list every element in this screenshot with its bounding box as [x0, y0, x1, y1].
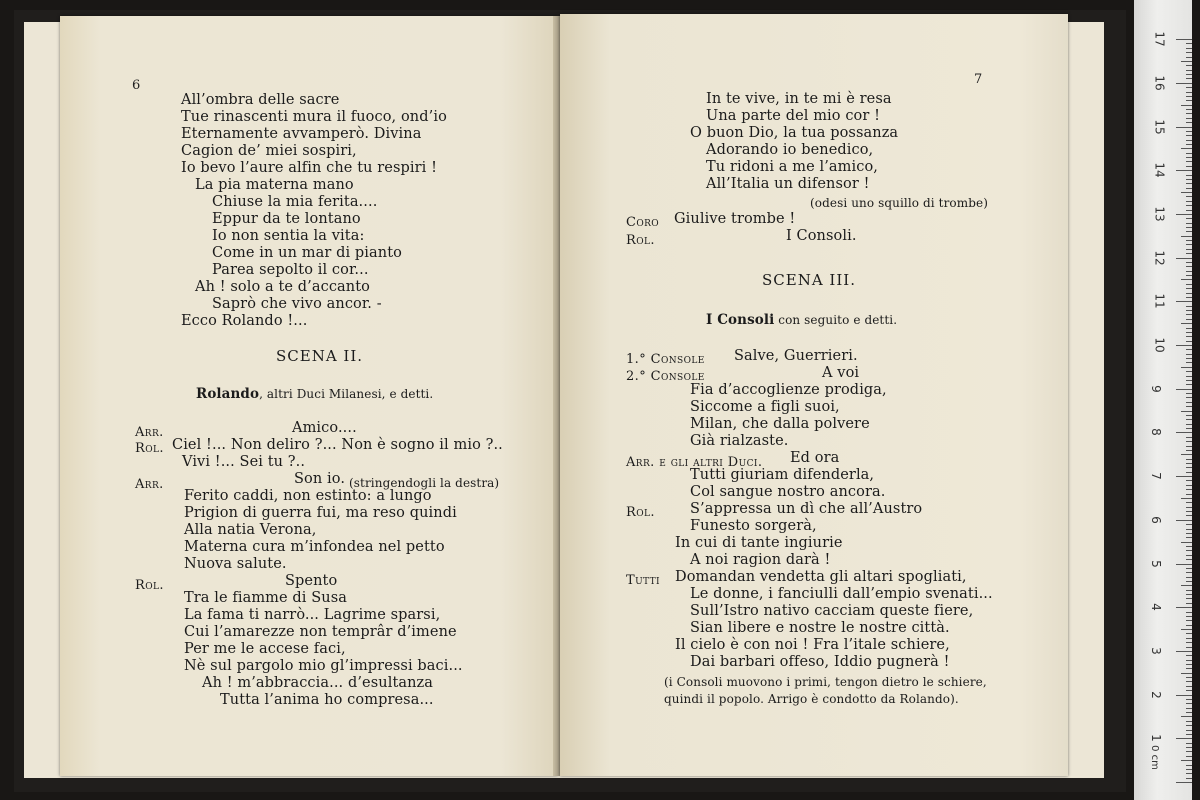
dialogue-line: Ciel !... Non deliro ?... Non è sogno il mio ?..: [172, 437, 503, 453]
ruler-tick: [1186, 712, 1192, 713]
ruler-number: 6: [1148, 515, 1163, 524]
ruler-tick: [1186, 603, 1192, 604]
ruler-tick: [1186, 328, 1192, 329]
ruler-tick: [1181, 236, 1192, 237]
ruler-tick: [1186, 319, 1192, 320]
cast-name: Rolando: [196, 386, 260, 402]
ruler-tick: [1186, 638, 1192, 639]
ruler-tick: [1186, 406, 1192, 407]
ruler-tick: [1176, 651, 1192, 652]
ruler-tick: [1186, 419, 1192, 420]
ruler-tick: [1186, 57, 1192, 58]
ruler-tick: [1186, 362, 1192, 363]
dialogue-line: Sull’Istro nativo cacciam queste fiere,: [690, 603, 974, 619]
ruler-tick: [1186, 70, 1192, 71]
ruler-tick: [1181, 585, 1192, 586]
ruler-tick: [1186, 157, 1192, 158]
ruler-tick: [1176, 738, 1192, 739]
ruler-tick: [1176, 564, 1192, 565]
ruler-tick: [1186, 708, 1192, 709]
dialogue-line: Cui l’amarezze non temprâr d’imene: [184, 624, 457, 640]
speaker: 2.° Console: [626, 369, 705, 384]
ruler-tick: [1186, 262, 1192, 263]
ruler-tick: [1186, 288, 1192, 289]
ruler-number: 5: [1148, 559, 1163, 568]
left-page: [60, 16, 558, 776]
dialogue-line: Son io.: [294, 471, 346, 487]
ruler-tick: [1186, 769, 1192, 770]
ruler-tick: [1186, 511, 1192, 512]
ruler-tick: [1186, 223, 1192, 224]
ruler-tick: [1186, 765, 1192, 766]
ruler-tick: [1186, 743, 1192, 744]
dialogue-line: La fama ti narrò... Lagrime sparsi,: [184, 607, 441, 623]
ruler-tick: [1181, 367, 1192, 368]
ruler-tick: [1186, 590, 1192, 591]
ruler-tick: [1181, 105, 1192, 106]
ruler-tick: [1186, 594, 1192, 595]
ruler-tick: [1186, 135, 1192, 136]
dialogue-line: In cui di tante ingiurie: [675, 535, 843, 551]
ruler-number: 17: [1152, 31, 1167, 47]
dialogue-line: Alla natia Verona,: [184, 522, 317, 538]
ruler-tick: [1186, 332, 1192, 333]
cast-rest: , altri Duci Milanesi, e detti.: [259, 387, 434, 401]
verse-line: Eppur da te lontano: [212, 211, 361, 227]
ruler-tick: [1176, 127, 1192, 128]
ruler-tick: [1186, 463, 1192, 464]
ruler-tick: [1186, 507, 1192, 508]
dialogue-line: Nè sul pargolo mio gl’impressi baci...: [184, 658, 463, 674]
ruler-number: 2: [1148, 690, 1163, 699]
dialogue-line: Tutta l’anima ho compresa...: [220, 692, 434, 708]
ruler-tick: [1186, 533, 1192, 534]
verse-line: All’ombra delle sacre: [181, 92, 340, 108]
ruler-tick: [1181, 323, 1192, 324]
dialogue-line: Fia d’accoglienze prodiga,: [690, 382, 887, 398]
ruler-tick: [1186, 376, 1192, 377]
verse-line: Una parte del mio cor !: [706, 108, 881, 124]
verse-line: Tu ridoni a me l’amico,: [706, 159, 879, 175]
ruler-tick: [1186, 415, 1192, 416]
ruler-tick: [1186, 773, 1192, 774]
dialogue-line: Ed ora: [790, 450, 840, 466]
ruler-tick: [1186, 371, 1192, 372]
ruler-tick: [1181, 192, 1192, 193]
dialogue-line: Sian libere e nostre le nostre città.: [690, 620, 950, 636]
ruler-tick: [1186, 275, 1192, 276]
ruler-tick: [1186, 655, 1192, 656]
dialogue-line: Salve, Guerrieri.: [734, 348, 858, 364]
ruler-tick: [1176, 258, 1192, 259]
ruler-tick: [1186, 87, 1192, 88]
ruler-tick: [1186, 625, 1192, 626]
ruler-tick: [1186, 96, 1192, 97]
ruler-tick: [1186, 642, 1192, 643]
ruler-tick: [1186, 336, 1192, 337]
ruler-tick: [1186, 297, 1192, 298]
ruler-number: 13: [1152, 206, 1167, 222]
dialogue-line: Giulive trombe !: [674, 211, 796, 227]
ruler-tick: [1186, 690, 1192, 691]
ruler-tick: [1181, 673, 1192, 674]
ruler-tick: [1186, 686, 1192, 687]
ruler-tick: [1176, 432, 1192, 433]
ruler-tick: [1186, 358, 1192, 359]
ruler-tick: [1186, 131, 1192, 132]
ruler-tick: [1186, 271, 1192, 272]
speaker: Arr. e gli altri Duci.: [626, 455, 763, 470]
verse-line: O buon Dio, la tua possanza: [690, 125, 899, 141]
verse-line: Chiuse la mia ferita....: [212, 194, 378, 210]
ruler-tick: [1186, 730, 1192, 731]
ruler-tick: [1176, 389, 1192, 390]
ruler-tick: [1186, 555, 1192, 556]
ruler-tick: [1186, 43, 1192, 44]
dialogue-line: A noi ragion darà !: [690, 552, 831, 568]
ruler-tick: [1186, 616, 1192, 617]
ruler-tick: [1186, 620, 1192, 621]
ruler-tick: [1186, 78, 1192, 79]
ruler-tick: [1186, 441, 1192, 442]
verse-line: In te vive, in te mi è resa: [706, 91, 892, 107]
ruler-tick: [1186, 664, 1192, 665]
ruler-tick: [1176, 214, 1192, 215]
ruler-tick: [1181, 279, 1192, 280]
ruler-tick: [1186, 647, 1192, 648]
ruler-number: 12: [1152, 249, 1167, 266]
ruler-tick: [1186, 314, 1192, 315]
speaker: Rol.: [626, 233, 655, 248]
ruler-number: 4: [1148, 603, 1163, 612]
ruler-tick: [1186, 354, 1192, 355]
ruler-tick: [1186, 703, 1192, 704]
dialogue-line: Col sangue nostro ancora.: [690, 484, 886, 500]
dialogue-line: Tra le fiamme di Susa: [184, 590, 348, 606]
scene-heading: SCENA II.: [276, 347, 364, 365]
ruler-tick: [1186, 118, 1192, 119]
ruler-tick: [1186, 550, 1192, 551]
dialogue-line: Nuova salute.: [184, 556, 287, 572]
scene-heading: SCENA III.: [762, 271, 856, 289]
ruler-tick: [1186, 437, 1192, 438]
speaker: Arr.: [135, 425, 164, 440]
ruler-tick: [1186, 778, 1192, 779]
verse-line: Adorando io benedico,: [706, 142, 874, 158]
dialogue-line: Amico....: [292, 420, 357, 436]
ruler-tick: [1186, 253, 1192, 254]
stage-direction: quindi il popolo. Arrigo è condotto da Rolando).: [664, 692, 959, 706]
ruler-tick: [1186, 747, 1192, 748]
ruler-tick: [1186, 393, 1192, 394]
ruler-tick: [1186, 668, 1192, 669]
ruler-tick: [1186, 612, 1192, 613]
dialogue-line: Tutti giuriam difenderla,: [690, 467, 875, 483]
verse-line: Saprò che vivo ancor. -: [212, 296, 382, 312]
ruler-tick: [1186, 485, 1192, 486]
ruler-tick: [1186, 188, 1192, 189]
ruler-tick: [1186, 113, 1192, 114]
ruler-number: 16: [1152, 75, 1167, 91]
ruler-tick: [1186, 751, 1192, 752]
page-number: 6: [132, 78, 141, 93]
ruler-tick: [1186, 546, 1192, 547]
ruler-tick: [1186, 310, 1192, 311]
dialogue-line: Vivi !... Sei tu ?..: [182, 454, 306, 470]
cast-rest: con seguito e detti.: [778, 313, 898, 327]
stage-direction: (stringendogli la destra): [349, 476, 500, 490]
ruler-tick: [1181, 148, 1192, 149]
ruler-tick: [1186, 428, 1192, 429]
ruler-tick: [1186, 450, 1192, 451]
ruler-tick: [1181, 498, 1192, 499]
ruler-tick: [1186, 572, 1192, 573]
ruler-tick: [1186, 721, 1192, 722]
ruler-tick: [1186, 306, 1192, 307]
ruler-tick: [1181, 716, 1192, 717]
ruler-tick: [1181, 61, 1192, 62]
ruler-tick: [1186, 349, 1192, 350]
ruler-tick: [1186, 397, 1192, 398]
speaker: Rol.: [626, 505, 655, 520]
ruler-tick: [1186, 74, 1192, 75]
ruler-number: 10: [1152, 337, 1167, 353]
ruler-unit-label: 0 cm: [1148, 745, 1160, 770]
dialogue-line: Ah ! m’abbraccia... d’esultanza: [202, 675, 434, 691]
ruler-tick: [1176, 301, 1192, 302]
ruler-number: 1: [1148, 734, 1163, 743]
verse-line: All’Italia un difensor !: [706, 176, 870, 192]
ruler-number: 3: [1148, 647, 1163, 655]
dialogue-line: Materna cura m’infondea nel petto: [184, 539, 445, 555]
ruler-tick: [1186, 537, 1192, 538]
ruler-tick: [1176, 520, 1192, 521]
measuring-ruler: [1134, 0, 1192, 800]
ruler-tick: [1186, 472, 1192, 473]
ruler-tick: [1186, 201, 1192, 202]
right-page: [560, 14, 1068, 776]
verse-line: Ah ! solo a te d’accanto: [195, 279, 370, 295]
verse-line: Ecco Rolando !...: [181, 313, 308, 329]
ruler-tick: [1176, 345, 1192, 346]
ruler-tick: [1186, 681, 1192, 682]
ruler-tick: [1176, 170, 1192, 171]
dialogue-line: S’appressa un dì che all’Austro: [690, 501, 923, 517]
ruler-tick: [1186, 380, 1192, 381]
ruler-tick: [1186, 240, 1192, 241]
ruler-tick: [1186, 699, 1192, 700]
dialogue-line: Dai barbari offeso, Iddio pugnerà !: [690, 654, 950, 670]
ruler-tick: [1186, 109, 1192, 110]
dialogue-line: Ferito caddi, non estinto: a lungo: [184, 488, 432, 504]
ruler-tick: [1186, 568, 1192, 569]
ruler-number: 9: [1148, 384, 1163, 393]
ruler-tick: [1186, 205, 1192, 206]
ruler-tick: [1186, 183, 1192, 184]
stage-direction: (i Consoli muovono i primi, tengon dietro le schiere,: [664, 675, 987, 689]
ruler-tick: [1186, 524, 1192, 525]
ruler-tick: [1186, 122, 1192, 123]
speaker: 1.° Console: [626, 352, 705, 367]
cast-list: [706, 312, 897, 329]
ruler-tick: [1181, 629, 1192, 630]
ruler-tick: [1186, 446, 1192, 447]
verse-line: Eternamente avvamperò. Divina: [181, 126, 422, 142]
speaker: Arr.: [135, 477, 164, 492]
speaker: Rol.: [135, 441, 164, 456]
ruler-tick: [1186, 734, 1192, 735]
ruler-tick: [1186, 179, 1192, 180]
ruler-tick: [1186, 140, 1192, 141]
ruler-tick: [1186, 231, 1192, 232]
speaker: Tutti: [626, 573, 660, 588]
verse-line: Io bevo l’aure alfin che tu respiri !: [181, 160, 438, 176]
ruler-tick: [1186, 515, 1192, 516]
dialogue-line: Domandan vendetta gli altari spogliati,: [675, 569, 967, 585]
speaker: Rol.: [135, 578, 164, 593]
ruler-tick: [1186, 494, 1192, 495]
ruler-tick: [1186, 153, 1192, 154]
ruler-tick: [1176, 476, 1192, 477]
ruler-tick: [1186, 284, 1192, 285]
ruler-tick: [1186, 144, 1192, 145]
verse-line: Tue rinascenti mura il fuoco, ond’io: [181, 109, 447, 125]
ruler-tick: [1181, 542, 1192, 543]
ruler-tick: [1186, 480, 1192, 481]
speaker: Coro: [626, 215, 660, 230]
ruler-tick: [1186, 175, 1192, 176]
dialogue-line: A voi: [822, 365, 860, 381]
ruler-tick: [1186, 424, 1192, 425]
ruler-tick: [1186, 52, 1192, 53]
ruler-number: 7: [1148, 472, 1163, 480]
ruler-tick: [1186, 459, 1192, 460]
dialogue-line: I Consoli.: [786, 228, 857, 244]
ruler-tick: [1186, 249, 1192, 250]
ruler-number: 11: [1152, 293, 1167, 309]
dialogue-line: Per me le accese faci,: [184, 641, 346, 657]
ruler-tick: [1186, 341, 1192, 342]
ruler-tick: [1186, 577, 1192, 578]
ruler-tick: [1186, 489, 1192, 490]
ruler-tick: [1186, 293, 1192, 294]
ruler-tick: [1186, 756, 1192, 757]
ruler-tick: [1176, 83, 1192, 84]
ruler-tick: [1186, 502, 1192, 503]
ruler-tick: [1186, 633, 1192, 634]
verse-line: Come in un mar di pianto: [212, 245, 402, 261]
ruler-tick: [1176, 39, 1192, 40]
ruler-number: 14: [1152, 162, 1167, 178]
ruler-tick: [1186, 598, 1192, 599]
ruler-tick: [1186, 210, 1192, 211]
ruler-tick: [1176, 695, 1192, 696]
dialogue-line: Già rialzaste.: [690, 433, 789, 449]
ruler-tick: [1186, 467, 1192, 468]
ruler-tick: [1186, 402, 1192, 403]
verse-line: La pia materna mano: [195, 177, 354, 193]
page-number: 7: [974, 72, 983, 87]
ruler-tick: [1186, 529, 1192, 530]
ruler-number: 8: [1148, 428, 1163, 437]
ruler-tick: [1186, 660, 1192, 661]
dialogue-line: Il cielo è con noi ! Fra l’itale schiere,: [675, 637, 950, 653]
ruler-tick: [1181, 760, 1192, 761]
ruler-tick: [1181, 454, 1192, 455]
ruler-number: 15: [1152, 118, 1167, 135]
ruler-tick: [1186, 559, 1192, 560]
dialogue-line: Spento: [285, 573, 338, 589]
stage-direction: (odesi uno squillo di trombe): [810, 196, 988, 210]
ruler-tick: [1186, 48, 1192, 49]
verse-line: Parea sepolto il cor...: [212, 262, 369, 278]
ruler-tick: [1186, 196, 1192, 197]
ruler-tick: [1186, 227, 1192, 228]
dialogue-line: Prigion di guerra fui, ma reso quindi: [184, 505, 457, 521]
ruler-tick: [1186, 161, 1192, 162]
ruler-tick: [1186, 92, 1192, 93]
dialogue-line: Milan, che dalla polvere: [690, 416, 870, 432]
ruler-tick: [1186, 218, 1192, 219]
dialogue-line: Le donne, i fanciulli dall’empio svenati...: [690, 586, 993, 602]
dialogue-line: Siccome a figli suoi,: [690, 399, 840, 415]
ruler-tick: [1186, 266, 1192, 267]
ruler-tick: [1186, 244, 1192, 245]
cast-list: [196, 386, 433, 403]
verse-line: Io non sentia la vita:: [212, 228, 365, 244]
ruler-tick: [1186, 677, 1192, 678]
ruler-tick: [1186, 65, 1192, 66]
ruler-tick: [1186, 384, 1192, 385]
dialogue-line: Funesto sorgerà,: [690, 518, 817, 534]
cast-name: I Consoli: [706, 312, 775, 328]
ruler-tick: [1176, 782, 1192, 783]
ruler-tick: [1186, 725, 1192, 726]
ruler-tick: [1186, 166, 1192, 167]
ruler-tick: [1186, 100, 1192, 101]
ruler-tick: [1186, 581, 1192, 582]
ruler-tick: [1181, 411, 1192, 412]
verse-line: Cagion de’ miei sospiri,: [181, 143, 357, 159]
ruler-tick: [1176, 607, 1192, 608]
